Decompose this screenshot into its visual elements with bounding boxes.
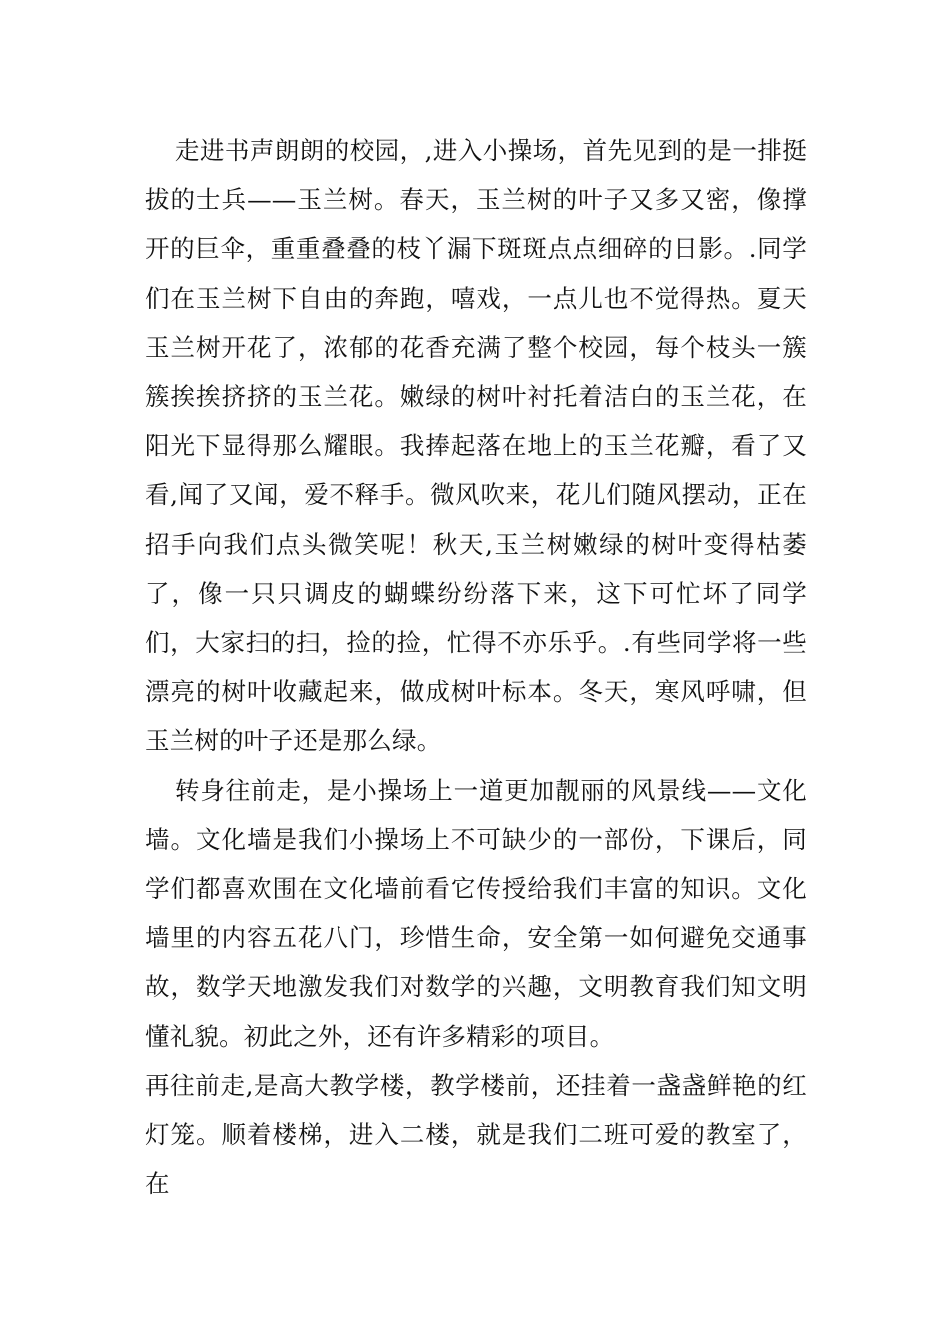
paragraph-magnolia-trees: 走进书声朗朗的校园，,进入小操场，首先见到的是一排挺拔的士兵——玉兰树。春天，玉兰树的叶子又多又密，像撑开的巨伞，重重叠叠的枝丫漏下斑斑点点细碎的日影。.同学们在玉兰树下自由的奔跑，嘻戏，一点儿也不觉得热。夏天玉兰树开花了，浓郁的花香充满了整个校园，每个枝头一簇簇挨挨挤挤的玉兰花。嫩绿的树叶衬托着洁白的玉兰花，在阳光下显得那么耀眼。我捧起落在地上的玉兰花瓣，看了又看,闻了又闻，爱不释手。微风吹来，花儿们随风摆动，正在招手向我们点头微笑呢！秋天,玉兰树嫩绿的树叶变得枯萎了，像一只只调皮的蝴蝶纷纷落下来，这下可忙坏了同学们，大家扫的扫，捡的捡，忙得不亦乐乎。.有些同学将一些漂亮的树叶收藏起来，做成树叶标本。冬天，寒风呼啸，但玉兰树的叶子还是那么绿。 [145, 136, 807, 756]
paragraph-culture-wall: 转身往前走，是小操场上一道更加靓丽的风景线——文化墙。文化墙是我们小操场上不可缺少的一部份，下课后，同学们都喜欢围在文化墙前看它传授给我们丰富的知识。文化墙里的内容五花八门，珍惜生命，安全第一如何避免交通事故，数学天地激发我们对数学的兴趣，文明教育我们知文明懂礼貌。初此之外，还有许多精彩的项目。 [145, 775, 807, 1051]
document-body [145, 126, 807, 1208]
paragraph-teaching-building: 再往前走,是高大教学楼，教学楼前，还挂着一盏盏鲜艳的红灯笼。顺着楼梯，进入二楼，就是我们二班可爱的教室了，在 [145, 1070, 807, 1199]
